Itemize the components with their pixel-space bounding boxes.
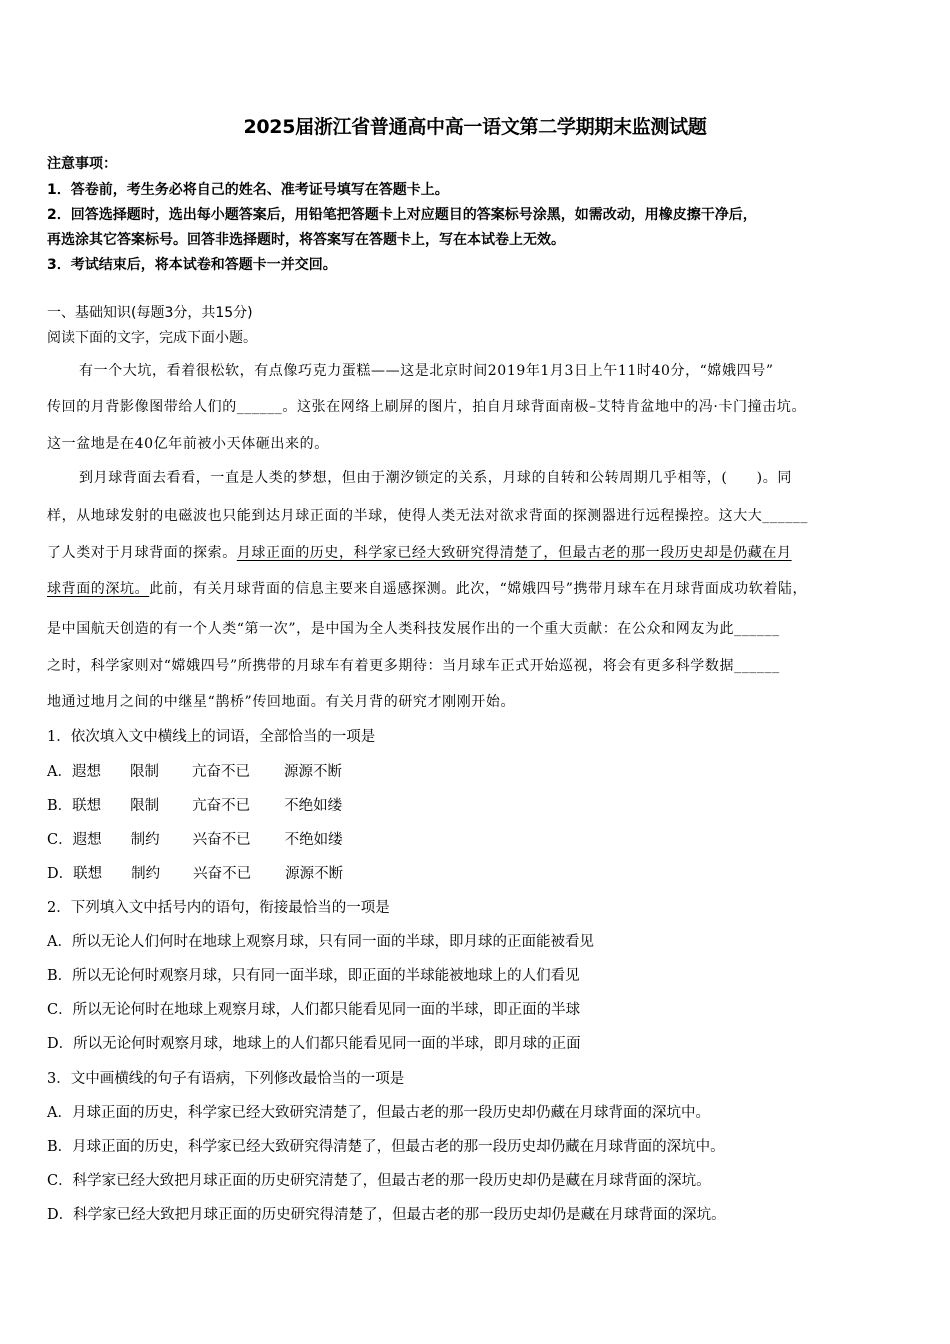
passage-line: 地通过地月之间的中继星“鹊桥”传回地面。有关月背的研究才刚刚开始。 <box>47 694 516 710</box>
passage-text: 了人类对于月球背面的探索。 <box>47 545 237 561</box>
underlined-sentence: 球背面的深坑。 <box>47 581 150 597</box>
question-stem: 2．下列填入文中括号内的语句，衔接最恰当的一项是 <box>47 900 390 916</box>
notice-item: 3．考试结束后，将本试卷和答题卡一并交回。 <box>47 257 337 273</box>
question-option: B．月球正面的历史，科学家已经大致研究得清楚了，但最古老的那一段历史却仍藏在月球背面的深坑中。 <box>47 1139 725 1155</box>
notice-item: 再选涂其它答案标号。回答非选择题时，将答案写在答题卡上，写在本试卷上无效。 <box>47 232 565 248</box>
passage-line: 样，从地球发射的电磁波也只能到达月球正面的半球，使得人类无法对欲求背面的探测器进行远程操控。这大大______ <box>47 508 808 524</box>
section-heading: 一、基础知识(每题3分，共15分) <box>47 305 253 321</box>
question-option: B．联想 限制 亢奋不已 不绝如缕 <box>47 798 343 814</box>
question-option: A．所以无论人们何时在地球上观察月球，只有同一面的半球，即月球的正面能被看见 <box>47 934 594 950</box>
question-option: C．科学家已经大致把月球正面的历史研究清楚了，但最古老的那一段历史却仍是藏在月球背面的深坑。 <box>47 1173 711 1189</box>
passage-line: 传回的月背影像图带给人们的______。这张在网络上刷屏的图片，拍自月球背面南极–艾特肯盆地中的冯·卡门撞击坑。 <box>47 399 807 415</box>
question-option: A．遐想 限制 亢奋不已 源源不断 <box>47 764 342 780</box>
passage-line: 之时，科学家则对“嫦娥四号”所携带的月球车有着更多期待：当月球车正式开始巡视，将会有更多科学数据______ <box>47 658 780 674</box>
passage-line: 到月球背面去看看，一直是人类的梦想，但由于潮汐锁定的关系，月球的自转和公转周期几乎相等，( )。同 <box>79 470 792 486</box>
passage-line: 这一盆地是在40亿年前被小天体砸出来的。 <box>47 436 329 452</box>
passage-text: 此前，有关月球背面的信息主要来自遥感探测。此次，“嫦娥四号”携带月球车在月球背面成功软着陆， <box>149 581 808 597</box>
question-option: C．遐想 制约 兴奋不已 不绝如缕 <box>47 832 343 848</box>
question-option: D．所以无论何时观察月球，地球上的人们都只能看见同一面的半球，即月球的正面 <box>47 1036 581 1052</box>
underlined-sentence: 月球正面的历史，科学家已经大致研究得清楚了，但最古老的那一段历史却是仍藏在月 <box>236 545 792 561</box>
section-intro: 阅读下面的文字，完成下面小题。 <box>47 330 257 346</box>
question-option: D．科学家已经大致把月球正面的历史研究得清楚了，但最古老的那一段历史却仍是藏在月球背面的深坑。 <box>47 1207 726 1223</box>
passage-line <box>47 578 807 598</box>
notice-item: 1．答卷前，考生务必将自己的姓名、准考证号填写在答题卡上。 <box>47 182 449 198</box>
page-title: 2025届浙江省普通高中高一语文第二学期期末监测试题 <box>243 116 707 138</box>
question-option: B．所以无论何时观察月球，只有同一面半球，即正面的半球能被地球上的人们看见 <box>47 968 580 984</box>
question-option: D．联想 制约 兴奋不已 源源不断 <box>47 866 344 882</box>
question-stem: 3．文中画横线的句子有语病，下列修改最恰当的一项是 <box>47 1071 405 1087</box>
passage-line: 是中国航天创造的有一个人类“第一次”，是中国为全人类科技发展作出的一个重大贡献：在公众和网友为此______ <box>47 621 780 637</box>
passage-line <box>47 542 792 562</box>
question-option: A．月球正面的历史，科学家已经大致研究清楚了，但最古老的那一段历史却仍藏在月球背面的深坑中。 <box>47 1105 710 1121</box>
notice-item: 2．回答选择题时，选出每小题答案后，用铅笔把答题卡上对应题目的答案标号涂黑，如需改动，用橡皮擦干净后， <box>47 207 757 223</box>
question-stem: 1．依次填入文中横线上的词语，全部恰当的一项是 <box>47 729 376 745</box>
question-option: C．所以无论何时在地球上观察月球，人们都只能看见同一面的半球，即正面的半球 <box>47 1002 581 1018</box>
notice-heading: 注意事项： <box>47 156 117 172</box>
passage-line: 有一个大坑，看着很松软，有点像巧克力蛋糕——这是北京时间2019年1月3日上午11时40分，“嫦娥四号” <box>79 363 774 379</box>
